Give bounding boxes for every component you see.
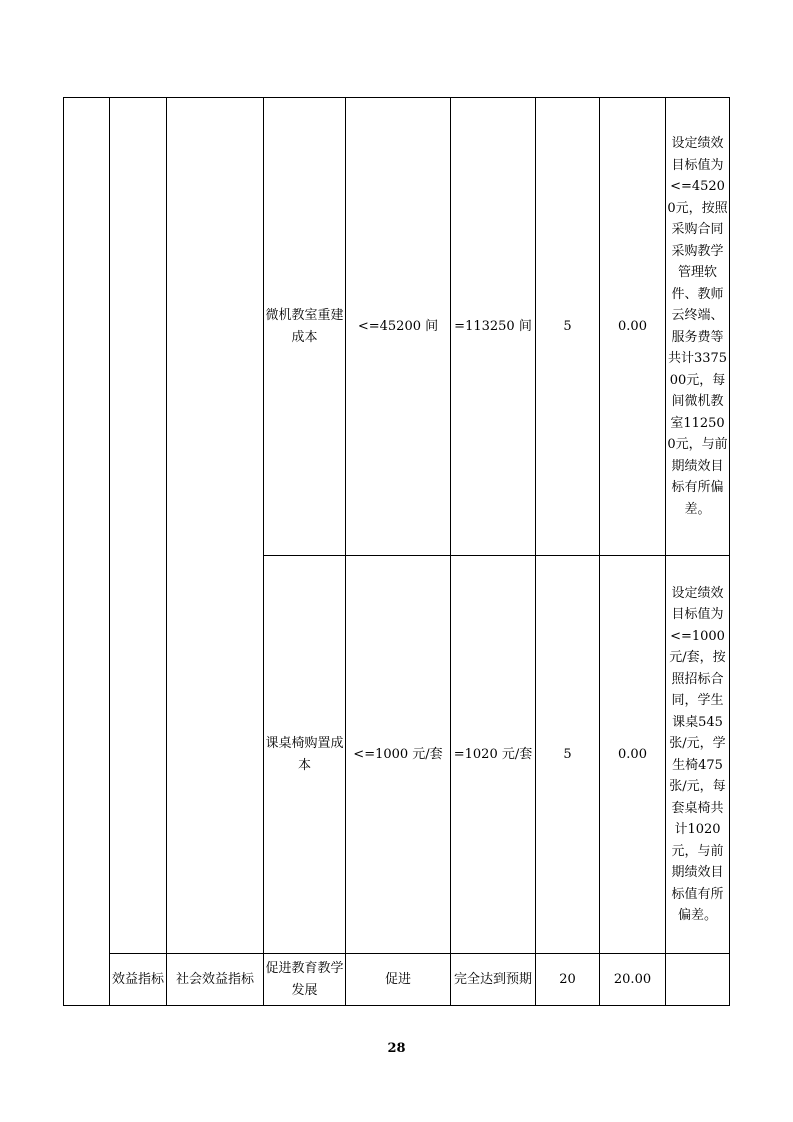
category-cell	[64, 98, 110, 1006]
weight-cell: 20	[536, 954, 600, 1006]
weight-cell: 5	[536, 98, 600, 556]
performance-table	[63, 97, 730, 1006]
target-cell: <=1000 元/套	[346, 556, 451, 954]
actual-cell: =1020 元/套	[451, 556, 536, 954]
note-cell: 设定绩效目标值为<=45200元，按照采购合同采购教学管理软件、教师云终端、服务费等共计337500元，每间微机教室112500元，与前期绩效目标有所偏差。	[666, 98, 730, 556]
level2-cell	[167, 98, 264, 954]
level2-cell: 社会效益指标	[167, 954, 264, 1006]
level1-cell	[110, 98, 167, 954]
level1-cell: 效益指标	[110, 954, 167, 1006]
table-row	[64, 98, 730, 556]
indicator-cell: 课桌椅购置成本	[264, 556, 346, 954]
indicator-cell: 促进教育教学发展	[264, 954, 346, 1006]
target-cell: <=45200 间	[346, 98, 451, 556]
indicator-cell: 微机教室重建成本	[264, 98, 346, 556]
score-cell: 0.00	[600, 556, 666, 954]
actual-cell: 完全达到预期	[451, 954, 536, 1006]
actual-cell: =113250 间	[451, 98, 536, 556]
table-row	[64, 954, 730, 1006]
target-cell: 促进	[346, 954, 451, 1006]
note-cell: 设定绩效目标值为<=1000元/套，按照招标合同，学生课桌545张/元，学生椅475张/元，每套桌椅共计1020元，与前期绩效目标值有所偏差。	[666, 556, 730, 954]
score-cell: 20.00	[600, 954, 666, 1006]
note-cell	[666, 954, 730, 1006]
page-number: 28	[387, 1041, 406, 1056]
weight-cell: 5	[536, 556, 600, 954]
score-cell: 0.00	[600, 98, 666, 556]
